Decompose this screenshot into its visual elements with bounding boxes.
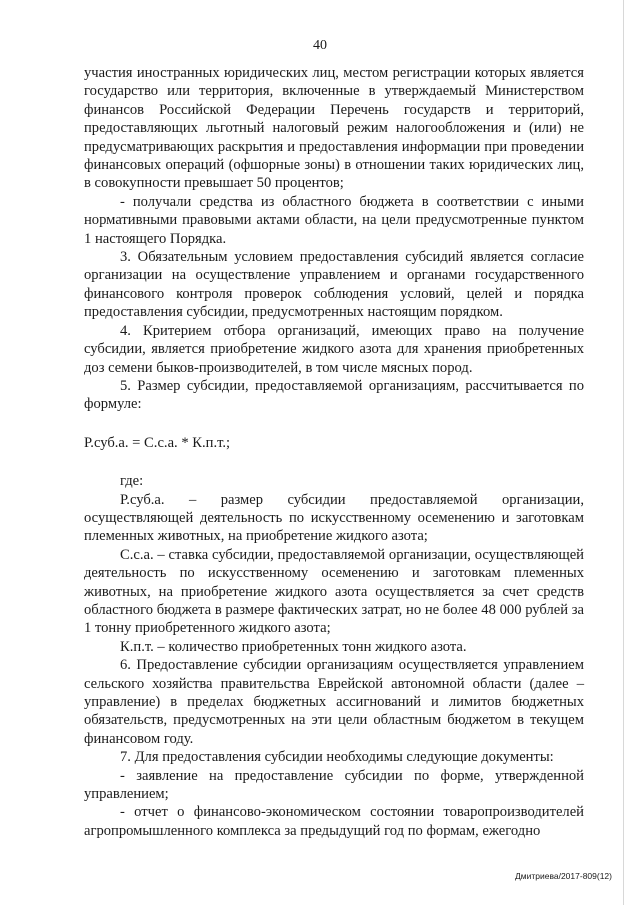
definition-tonnage: К.п.т. – количество приобретенных тонн жидкого азота. xyxy=(120,638,467,655)
list-item-report: - отчет о финансово-экономическом состоянии товаропроизводителей агропромышленного комплекса за предыдущий год по формам, ежегодно xyxy=(84,804,584,839)
paragraph-clause-6: 6. Предоставление субсидии организациям осуществляется управлением сельского хозяйства правительства Еврейской автономной области (далее – управление) в пределах бюджетных ассигнований и лимитов бюджетных обязательств, предусмотренных на эти цели областным бюджетом в текущем финансовом году. xyxy=(84,657,584,747)
footer-document-code: Дмитриева/2017-809(12) xyxy=(515,871,612,881)
paragraph-clause-5: 5. Размер субсидии, предоставляемой организациям, рассчитывается по формуле: xyxy=(84,377,584,413)
page-number: 40 xyxy=(313,38,327,53)
paragraph-budget-funds: - получали средства из областного бюджета в соответствии с иными нормативными правовыми актами области, на цели предусмотренные пунктом 1 настоящего Порядка. xyxy=(84,193,584,247)
scan-edge xyxy=(623,0,624,905)
paragraph-clause-7: 7. Для предоставления субсидии необходимы следующие документы: xyxy=(120,749,554,766)
list-item-application: - заявление на предоставление субсидии по форме, утвержденной управлением; xyxy=(84,767,584,803)
document-body xyxy=(84,64,584,840)
paragraph-clause-4: 4. Критерием отбора организаций, имеющих право на получение субсидии, является приобретение жидкого азота для хранения приобретенных доз семени быков-производителей, в том числе мясных пород. xyxy=(84,322,584,376)
definition-subsidy-rate: С.с.а. – ставка субсидии, предоставляемой организации, осуществляющей деятельность по искусственному осеменению и заготовкам племенных животных, на приобретение жидкого азота осуществляется за счет средств областного бюджета в размере фактических затрат, но не более 48 000 рублей за 1 тонну приобретенного жидкого азота; xyxy=(84,546,584,637)
paragraph-clause-3: 3. Обязательным условием предоставления субсидий является согласие организации на осуществление управлением и органами государственного финансового контроля проверок соблюдения условий, целей и порядка предоставления субсидии, предусмотренных настоящим порядком. xyxy=(84,249,584,321)
paragraph-where: где: xyxy=(120,473,144,490)
paragraph-offshore-continuation: участия иностранных юридических лиц, местом регистрации которых является государство или территория, включенные в утверждаемый Министерством финансов Российской Федерации Перечень государств и территорий, предоставляющих льготный налоговый режим налогообложения и (или) не предусматривающих раскрытия и предоставления информации при проведении финансовых операций (офшорные зоны) в отношении таких юридических лиц, в совокупности превышает 50 процентов; xyxy=(84,65,584,192)
formula: Р.суб.а. = С.с.а. * К.п.т.; xyxy=(84,434,231,451)
definition-subsidy-amount: Р.суб.а. – размер субсидии предоставляемой организации, осуществляющей деятельность по искусственному осеменению и заготовкам племенных животных, на приобретение жидкого азота; xyxy=(84,491,584,545)
